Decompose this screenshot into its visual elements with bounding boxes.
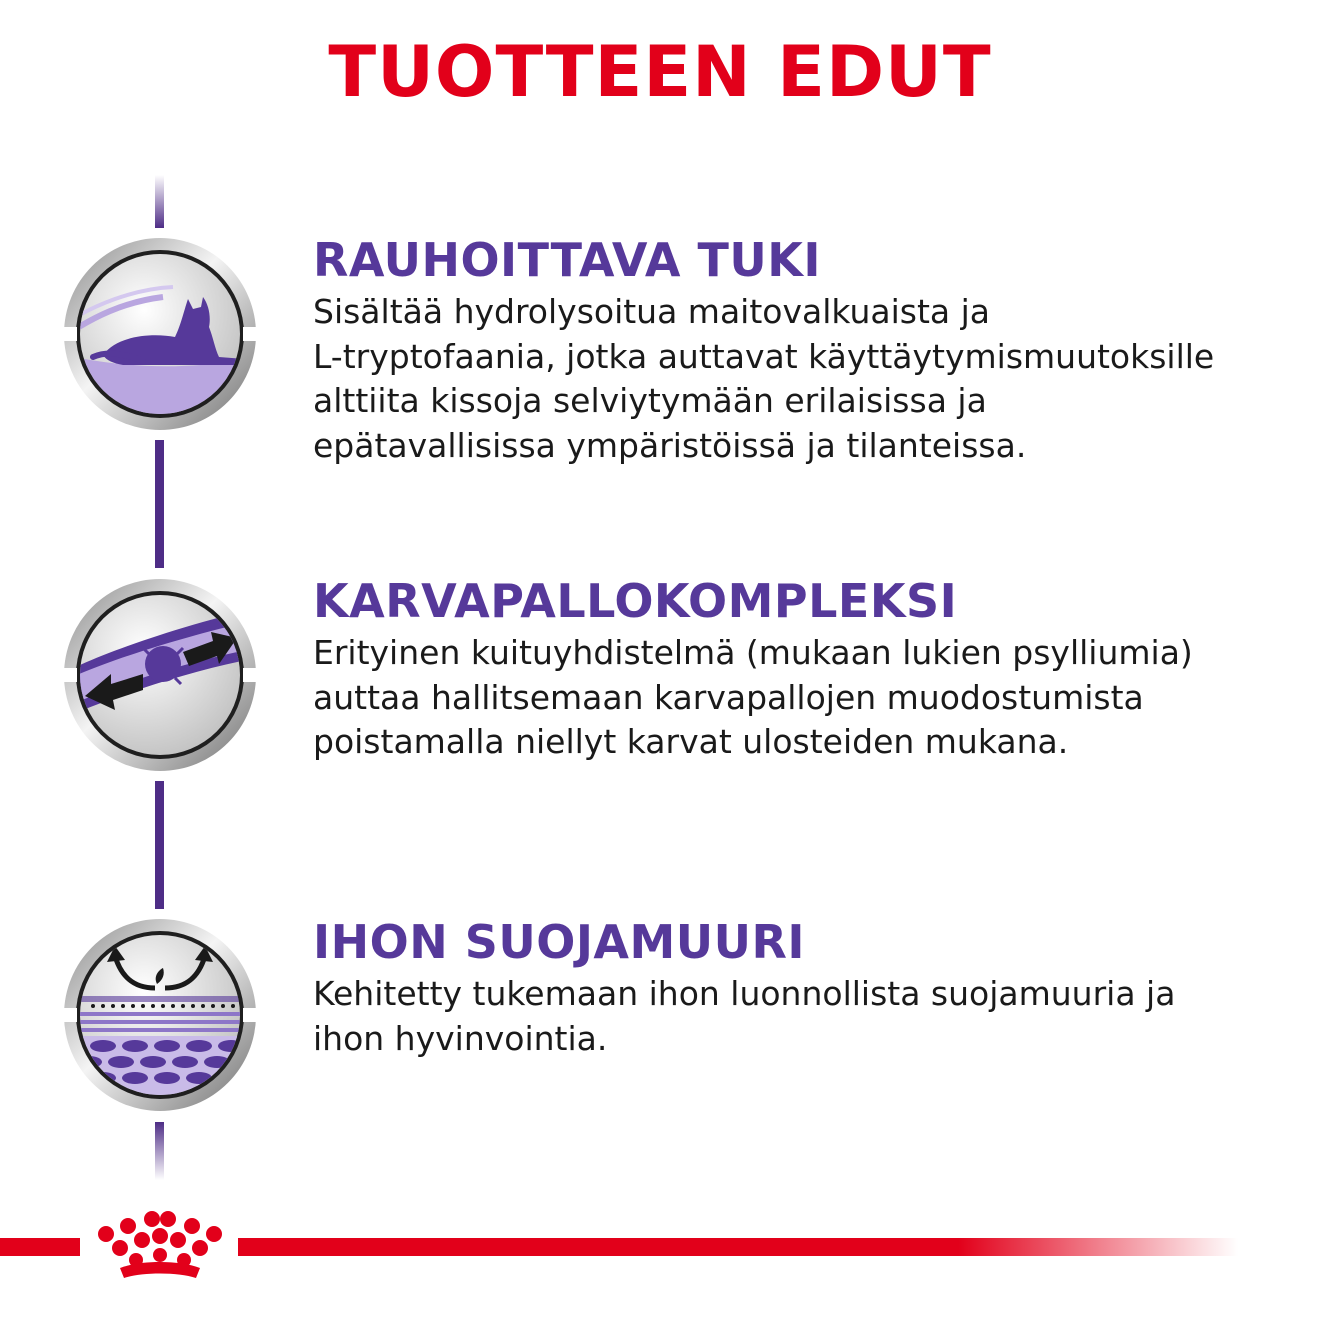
timeline-segment-bottom [155,1122,164,1180]
benefit-item-calming-support [313,232,1293,468]
benefit-item-hairball-complex [313,573,1293,765]
benefit-description: Kehitetty tukemaan ihon luonnollista suojamuuria ja ihon hyvinvointia. [313,974,1176,1058]
benefit-description: Sisältää hydrolysoitua maitovalkuaista ja L-tryptofaania, jotka auttavat käyttäytymismuutoksille alttiita kissoja selviytymään erilaisissa ja epätavallisissa ympäristöissä ja tilanteissa. [313,292,1215,465]
benefit-title: RAUHOITTAVA TUKI [313,233,821,287]
hairball-digestion-icon [63,578,257,772]
royal-crown-logo-icon [92,1208,228,1284]
footer-red-line-left [0,1238,80,1256]
timeline-segment-2 [155,781,164,909]
resting-cat-icon [63,237,257,431]
timeline-segment-top [155,175,164,228]
benefit-description: Erityinen kuituyhdistelmä (mukaan lukien psylliumia) auttaa hallitsemaan karvapallojen muodostumista poistamalla niellyt karvat ulosteiden mukana. [313,633,1193,761]
benefit-title: IHON SUOJAMUURI [313,915,806,969]
skin-barrier-icon [63,918,257,1112]
timeline-segment-1 [155,440,164,568]
benefit-title: KARVAPALLOKOMPLEKSI [313,574,958,628]
footer-red-line-right [238,1238,1238,1256]
page-title: TUOTTEEN EDUT [328,31,992,113]
benefit-item-skin-barrier [313,914,1293,1061]
